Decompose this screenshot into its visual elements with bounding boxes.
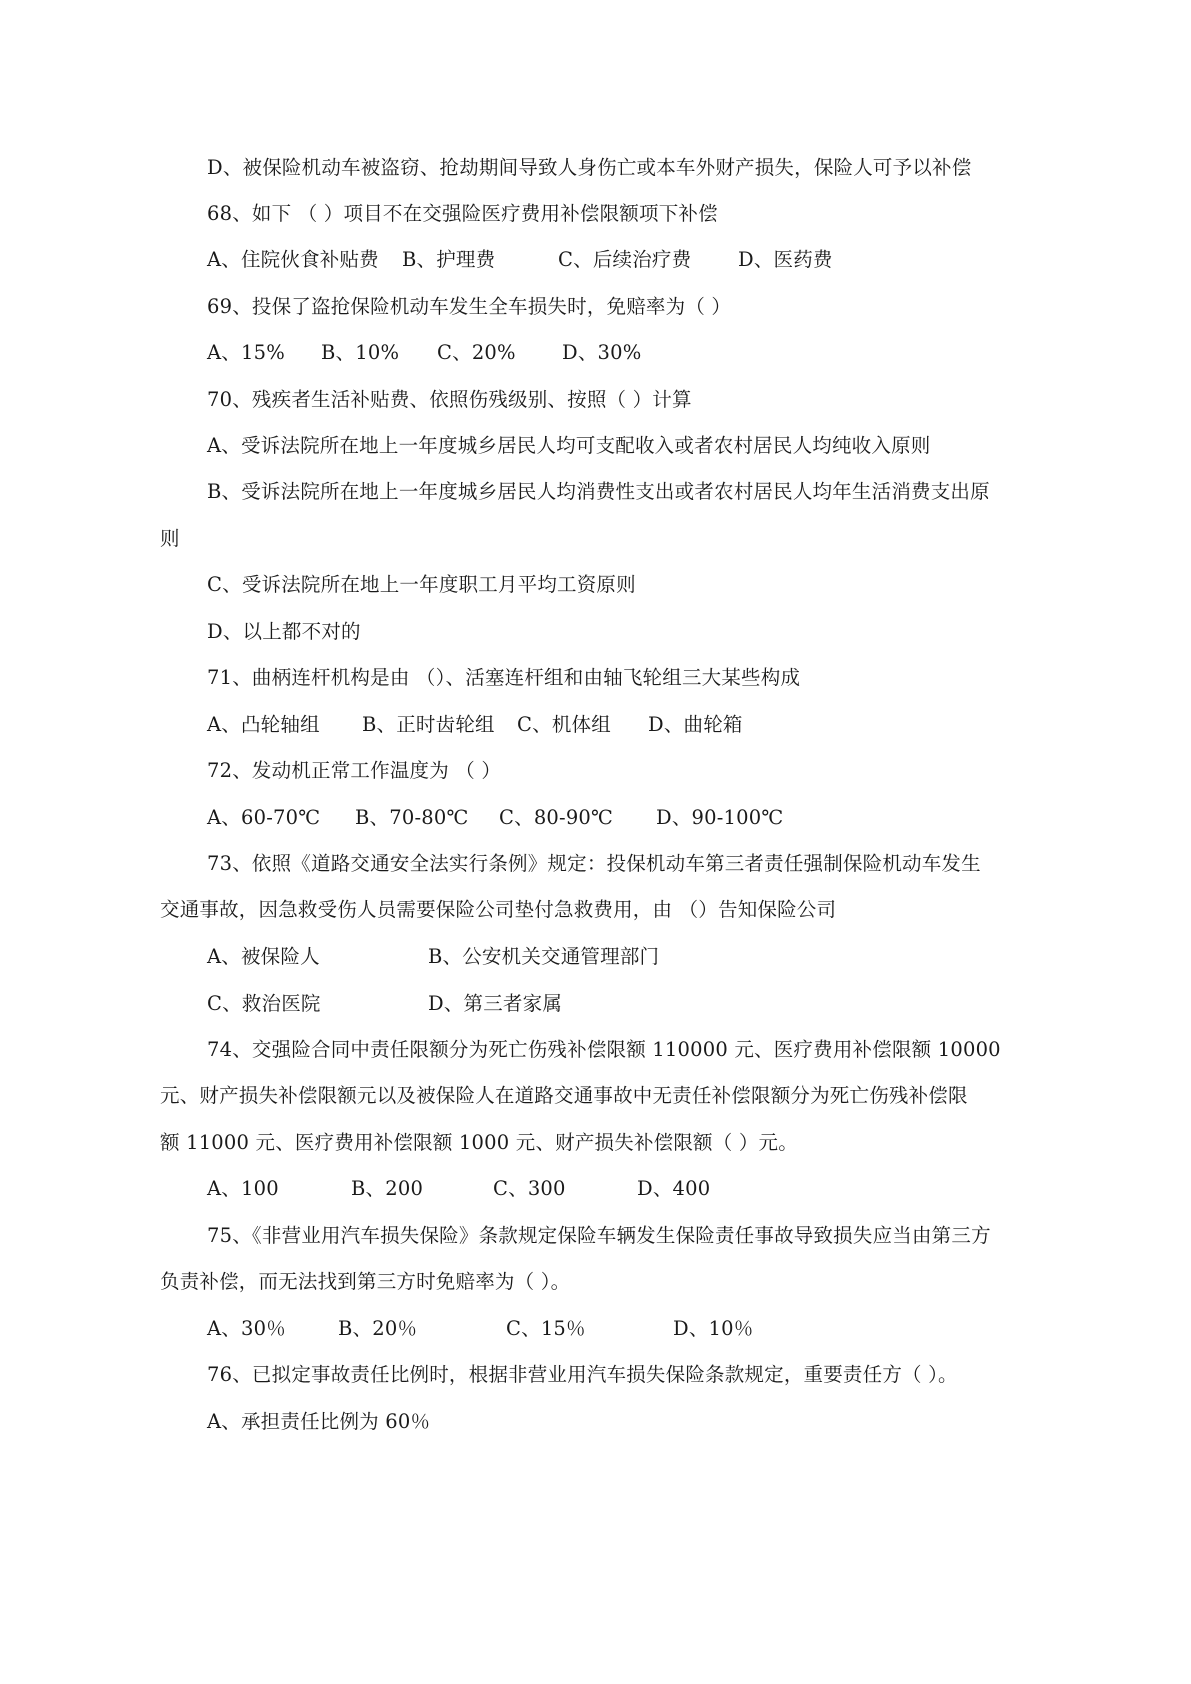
q75-question: 75、《非营业用汽车损失保险》条款规定保险车辆发生保险责任事故导致损失应当由第三方 [207, 1224, 991, 1247]
q74-question-continued-1: 元、财产损失补偿限额元以及被保险人在道路交通事故中无责任补偿限额分为死亡伤残补偿限 [160, 1084, 968, 1107]
q73-question: 73、依照《道路交通安全法实行条例》规定：投保机动车第三者责任强制保险机动车发生 [207, 852, 981, 875]
q71-option-d: D、曲轮箱 [648, 713, 743, 736]
q74-option-a: A、100 [207, 1177, 279, 1200]
q73-option-b: B、公安机关交通管理部门 [428, 945, 660, 968]
q70-option-d: D、以上都不对的 [207, 620, 361, 643]
q75-option-c: C、15％ [506, 1317, 586, 1340]
q68-option-d: D、医药费 [738, 248, 833, 271]
q72-option-b: B、70-80℃ [355, 806, 469, 829]
q72-option-c: C、80-90℃ [499, 806, 614, 829]
q70-option-a: A、受诉法院所在地上一年度城乡居民人均可支配收入或者农村居民人均纯收入原则 [207, 434, 931, 457]
q70-question: 70、残疾者生活补贴费、依照伤残级别、按照（ ）计算 [207, 388, 692, 411]
q68-question: 68、如下 （ ）项目不在交强险医疗费用补偿限额项下补偿 [207, 202, 718, 225]
q67-option-d: D、被保险机动车被盗窃、抢劫期间导致人身伤亡或本车外财产损失，保险人可予以补偿 [207, 156, 972, 179]
q75-question-continued: 负责补偿，而无法找到第三方时免赔率为（ ）。 [160, 1270, 571, 1293]
q68-option-c: C、后续治疗费 [558, 248, 692, 271]
q69-option-b: B、10% [321, 341, 400, 364]
q72-option-d: D、90-100℃ [656, 806, 784, 829]
q69-question: 69、投保了盗抢保险机动车发生全车损失时，免赔率为（ ） [207, 295, 732, 318]
q73-option-a: A、被保险人 [207, 945, 320, 968]
q68-option-b: B、护理费 [402, 248, 496, 271]
q68-option-a: A、住院伙食补贴费 [207, 248, 379, 271]
q71-option-b: B、正时齿轮组 [362, 713, 495, 736]
q73-option-d: D、第三者家属 [428, 992, 563, 1015]
q69-option-c: C、20% [437, 341, 516, 364]
q70-option-b: B、受诉法院所在地上一年度城乡居民人均消费性支出或者农村居民人均年生活消费支出原 [207, 480, 990, 503]
q76-option-a: A、承担责任比例为 60％ [207, 1410, 431, 1433]
q70-option-c: C、受诉法院所在地上一年度职工月平均工资原则 [207, 573, 636, 596]
q74-option-c: C、300 [493, 1177, 566, 1200]
q73-option-c: C、救治医院 [207, 992, 321, 1015]
q71-option-c: C、机体组 [517, 713, 611, 736]
q71-option-a: A、凸轮轴组 [207, 713, 320, 736]
q75-option-d: D、10％ [673, 1317, 754, 1340]
q74-option-d: D、400 [637, 1177, 711, 1200]
q75-option-b: B、20％ [338, 1317, 418, 1340]
q74-question-continued-2: 额 11000 元、医疗费用补偿限额 1000 元、财产损失补偿限额（ ）元。 [160, 1131, 798, 1154]
q72-question: 72、发动机正常工作温度为 （ ） [207, 759, 502, 782]
q73-question-continued: 交通事故，因急救受伤人员需要保险公司垫付急救费用，由 （）告知保险公司 [160, 898, 837, 921]
q70-option-b-continued: 则 [160, 527, 180, 550]
q69-option-d: D、30% [562, 341, 642, 364]
q69-option-a: A、15% [207, 341, 285, 364]
q76-question: 76、已拟定事故责任比例时，根据非营业用汽车损失保险条款规定，重要责任方（ ）。 [207, 1363, 958, 1386]
q74-question: 74、交强险合同中责任限额分为死亡伤残补偿限额 110000 元、医疗费用补偿限额 10000 [207, 1038, 1001, 1061]
q72-option-a: A、60-70℃ [207, 806, 321, 829]
q74-option-b: B、200 [351, 1177, 424, 1200]
q71-question: 71、曲柄连杆机构是由 （）、活塞连杆组和由轴飞轮组三大某些构成 [207, 666, 801, 689]
q75-option-a: A、30％ [207, 1317, 286, 1340]
